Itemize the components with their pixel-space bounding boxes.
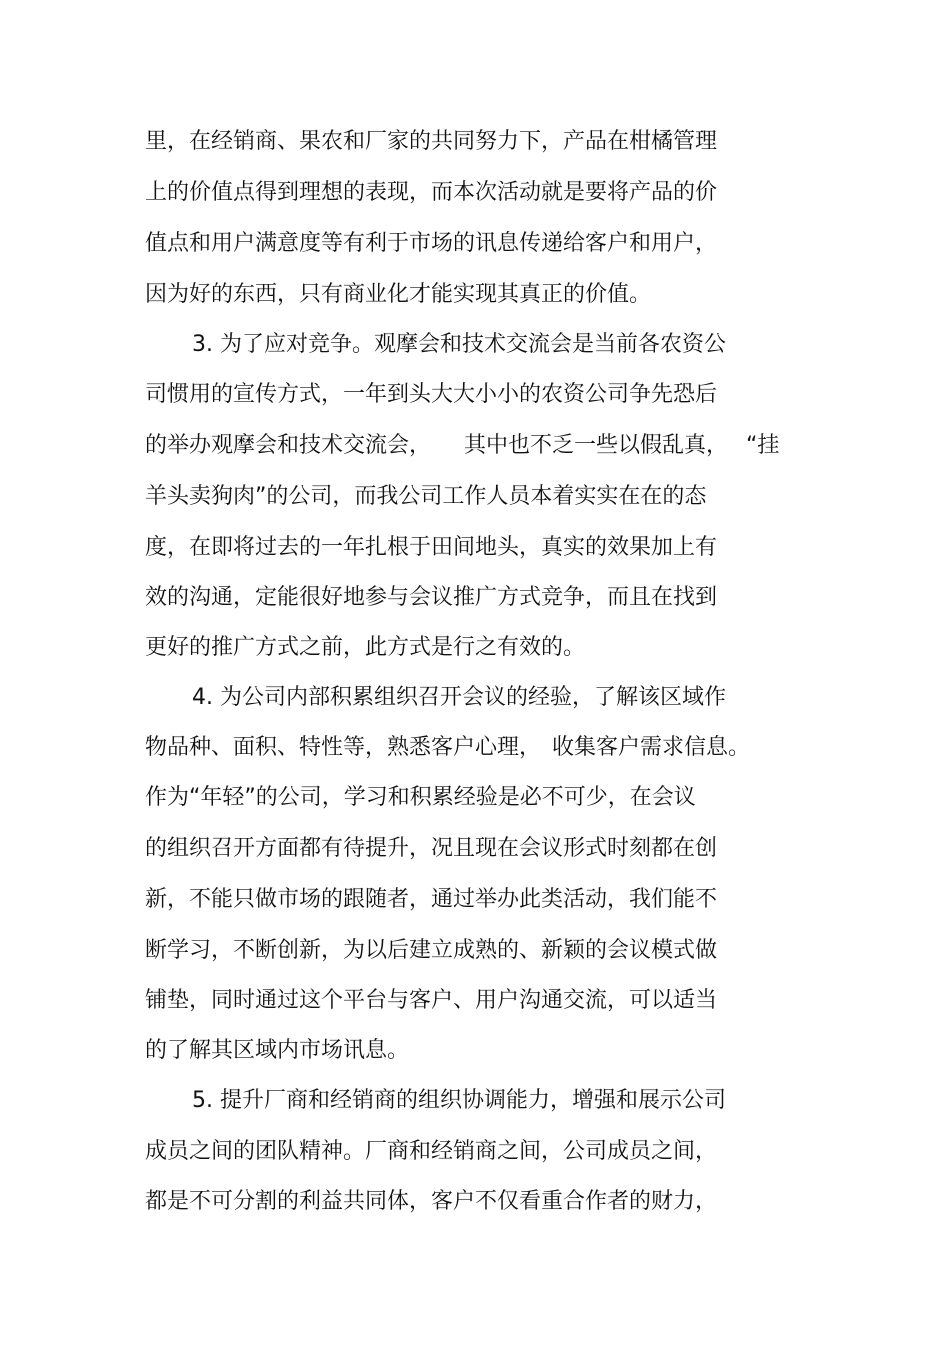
text-line: 都是不可分割的利益共同体，客户不仅看重合作者的财力， [145, 1189, 718, 1214]
text-line: 值点和用户满意度等有利于市场的讯息传递给客户和用户， [145, 231, 718, 256]
text-line: 5. 提升厂商和经销商的组织协调能力，增强和展示公司 [192, 1088, 726, 1113]
text-line: 铺垫，同时通过这个平台与客户、用户沟通交流，可以适当 [145, 988, 718, 1013]
text-line: 更好的推广方式之前，此方式是行之有效的。 [145, 635, 586, 660]
text-line: 司惯用的宣传方式，一年到头大大小小的农资公司争先恐后 [145, 382, 718, 407]
text-line: 的了解其区域内市场讯息。 [145, 1038, 410, 1063]
text-line: 断学习，不断创新，为以后建立成熟的、新颖的会议模式做 [145, 938, 718, 963]
text-line: 羊头卖狗肉”的公司，而我公司工作人员本着实实在在的态 [145, 484, 707, 509]
text-line: 成员之间的团队精神。厂商和经销商之间，公司成员之间， [145, 1139, 718, 1164]
text-line: 上的价值点得到理想的表现，而本次活动就是要将产品的价 [145, 180, 718, 205]
text-line: 4. 为公司内部积累组织召开会议的经验，了解该区域作 [192, 685, 726, 710]
text-line: 度，在即将过去的一年扎根于田间地头，真实的效果加上有 [145, 535, 718, 560]
text-line: 里，在经销商、果农和厂家的共同努力下，产品在柑橘管理 [145, 129, 718, 154]
text-line: 因为好的东西，只有商业化才能实现其真正的价值。 [145, 282, 652, 307]
text-line: 新，不能只做市场的跟随者，通过举办此类活动，我们能不 [145, 887, 718, 912]
text-line: 的举办观摩会和技术交流会， 其中也不乏一些以假乱真， “挂 [145, 433, 780, 458]
text-line: 效的沟通，定能很好地参与会议推广方式竞争，而且在找到 [145, 585, 718, 610]
text-line: 3. 为了应对竞争。观摩会和技术交流会是当前各农资公 [192, 332, 726, 357]
text-line: 的组织召开方面都有待提升，况且现在会议形式时刻都在创 [145, 836, 718, 861]
text-line: 作为“年轻”的公司，学习和积累经验是必不可少，在会议 [145, 785, 696, 810]
text-line: 物品种、面积、特性等，熟悉客户心理， 收集客户需求信息。 [145, 735, 751, 760]
